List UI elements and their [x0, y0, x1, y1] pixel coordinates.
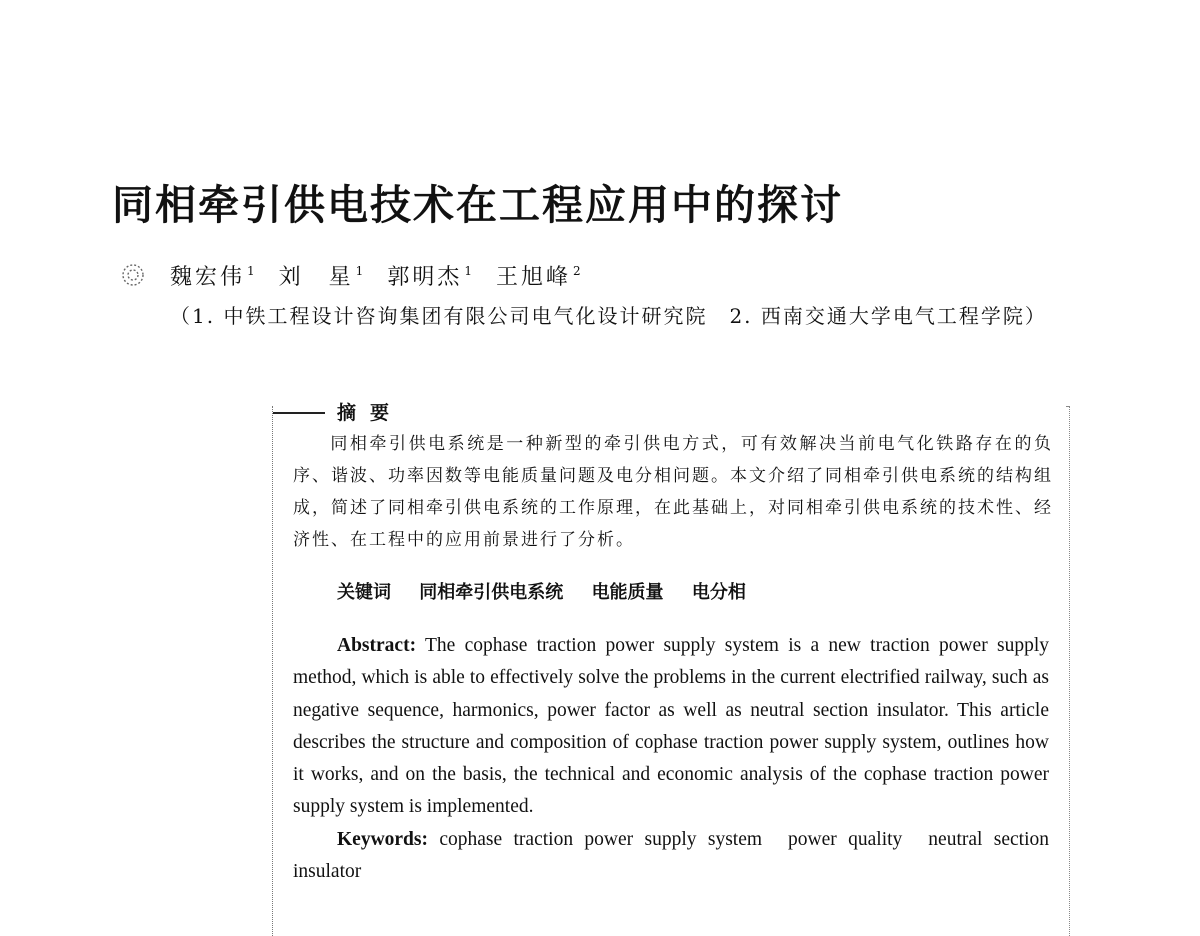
- keyword-cn-term: 同相牵引供电系统: [419, 582, 564, 603]
- abstract-en: [293, 630, 1049, 888]
- abstract-cn-text: 同相牵引供电系统是一种新型的牵引供电方式，可有效解决当前电气化铁路存在的负序、谐波、功率因数等电能质量问题及电分相问题。本文介绍了同相牵引供电系统的结构组成，简述了同相牵引供电系统的工作原理，在此基础上，对同相牵引供电系统的技术性、经济性、在工程中的应用前景进行了分析。: [293, 434, 1053, 550]
- keyword-en-term: power quality: [788, 828, 903, 850]
- keywords-en: [293, 824, 1049, 889]
- abstract-box: [272, 402, 1070, 936]
- abstract-box-tick: [1066, 406, 1070, 407]
- abstract-en-label: Abstract:: [337, 635, 417, 656]
- keyword-en-term: neutral section insulator: [293, 828, 1050, 883]
- article-title: 同相牵引供电技术在工程应用中的探讨: [112, 181, 843, 229]
- author-3: 郭明杰 $^1$: [387, 264, 472, 290]
- author-2: 刘 星 $^1$: [278, 264, 364, 290]
- keyword-cn-term: 电能质量: [591, 582, 664, 603]
- keyword-cn-term: 电分相: [691, 582, 746, 603]
- affiliations: （1. 中铁工程设计咨询集团有限公司电气化设计研究院 2. 西南交通大学电气工程学院）: [170, 304, 1047, 328]
- abstract-rule: [273, 412, 325, 414]
- keywords-cn: [337, 578, 768, 604]
- author-line: [116, 258, 605, 292]
- keyword-en-term: cophase traction power supply system: [439, 828, 763, 850]
- keywords-cn-label: 关键词: [337, 582, 391, 603]
- author-1: 魏宏伟 $^1$: [170, 264, 255, 290]
- abstract-en-text: The cophase traction power supply system is a new traction power supply method, which is able to effectively solve the problems in the current electrified railway, such as negative sequence, harmonics, power factor as well as neutral section insulator. This article describes the structure and composition of cophase traction power supply system, outlines how it works, and on the basis, the technical and economic analysis of the cophase traction power supply system is implemented.: [293, 635, 1049, 818]
- abstract-en-paragraph: [293, 630, 1049, 824]
- author-bullet-icon: [116, 258, 150, 292]
- abstract-cn-heading: 摘要: [337, 402, 404, 424]
- keywords-en-label: Keywords:: [337, 828, 428, 850]
- author-4: 王旭峰 $^2$: [495, 264, 581, 290]
